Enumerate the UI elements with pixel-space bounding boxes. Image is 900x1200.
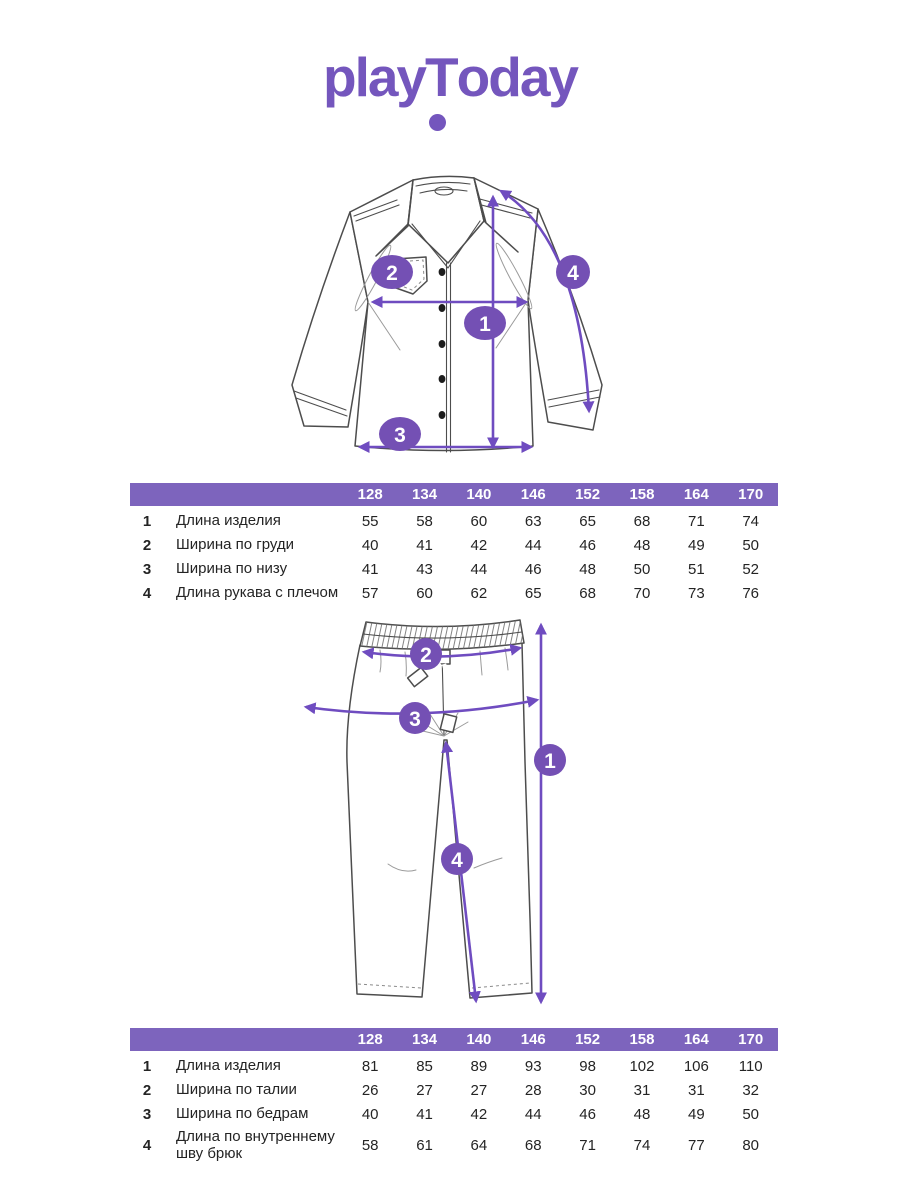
measurement-value: 49 bbox=[687, 536, 705, 554]
measurement-value: 110 bbox=[738, 1057, 763, 1075]
measurement-number: 1 bbox=[142, 512, 152, 530]
measurement-number: 4 bbox=[142, 1136, 152, 1154]
shirt-marker-4-label: 4 bbox=[567, 262, 579, 285]
measurement-value: 60 bbox=[416, 584, 433, 602]
measurement-value: 50 bbox=[742, 536, 760, 554]
measurement-value: 30 bbox=[579, 1081, 596, 1099]
measurement-label: Ширина по груди bbox=[176, 536, 295, 554]
measurement-row bbox=[130, 1102, 778, 1126]
measurement-value: 57 bbox=[361, 584, 379, 602]
size-header-cell: 152 bbox=[575, 1031, 601, 1048]
measurement-value: 40 bbox=[361, 536, 379, 554]
measurement-value: 58 bbox=[416, 512, 433, 530]
measurement-label: Длина изделия bbox=[176, 1057, 281, 1075]
measurement-value: 40 bbox=[361, 1105, 379, 1123]
measurement-value: 76 bbox=[742, 584, 760, 602]
measurement-value: 106 bbox=[683, 1057, 709, 1075]
measurement-value: 52 bbox=[742, 560, 760, 578]
measurement-value: 70 bbox=[633, 584, 651, 602]
measurement-value: 48 bbox=[633, 536, 651, 554]
measurement-value: 63 bbox=[524, 512, 542, 530]
measurement-value: 65 bbox=[524, 584, 542, 602]
measurement-number: 1 bbox=[142, 1057, 152, 1075]
measurement-value: 74 bbox=[633, 1136, 651, 1154]
pants-marker-3-label: 3 bbox=[409, 708, 421, 731]
measurement-value: 41 bbox=[416, 1105, 433, 1123]
measurement-value: 49 bbox=[687, 1105, 705, 1123]
measurement-value: 27 bbox=[470, 1081, 488, 1099]
measurement-value: 58 bbox=[361, 1136, 379, 1154]
measurement-value: 71 bbox=[687, 512, 705, 530]
measurement-value: 48 bbox=[579, 560, 596, 578]
size-header-cell: 134 bbox=[412, 486, 438, 503]
measurement-value: 48 bbox=[633, 1105, 651, 1123]
measurement-value: 50 bbox=[742, 1105, 760, 1123]
shirt-diagram bbox=[280, 160, 630, 480]
measurement-value: 50 bbox=[633, 560, 651, 578]
pants-marker-1-label: 1 bbox=[544, 750, 556, 773]
logo-dot-icon bbox=[429, 114, 446, 131]
measurement-label: Ширина по низу bbox=[176, 560, 288, 578]
measurement-value: 102 bbox=[629, 1057, 655, 1075]
measurement-value: 62 bbox=[470, 584, 488, 602]
logo-text-play: play bbox=[322, 46, 426, 108]
measurement-value: 28 bbox=[524, 1081, 542, 1099]
measurement-value: 41 bbox=[416, 536, 433, 554]
measurement-value: 46 bbox=[579, 1105, 596, 1123]
size-header-cell: 146 bbox=[520, 486, 546, 503]
measurement-value: 64 bbox=[470, 1136, 488, 1154]
measurement-row bbox=[130, 1054, 778, 1078]
measurement-value: 44 bbox=[524, 1105, 542, 1123]
pants-size-table bbox=[130, 1028, 778, 1165]
measurement-value: 71 bbox=[579, 1136, 596, 1154]
measurement-value: 61 bbox=[416, 1136, 433, 1154]
measurement-value: 73 bbox=[687, 584, 705, 602]
size-header-cell: 170 bbox=[738, 1031, 764, 1048]
pants-body bbox=[347, 643, 532, 998]
shirt-size-table bbox=[130, 483, 778, 605]
size-header-row bbox=[130, 1028, 778, 1051]
size-header-cell: 164 bbox=[683, 486, 709, 503]
measurement-row bbox=[130, 557, 778, 581]
measurement-value: 81 bbox=[361, 1057, 379, 1075]
size-header-cell: 152 bbox=[575, 486, 601, 503]
logo-letter-t: T bbox=[425, 50, 457, 105]
measurement-value: 77 bbox=[687, 1136, 705, 1154]
measurement-value: 27 bbox=[416, 1081, 433, 1099]
measurement-value: 65 bbox=[579, 512, 596, 530]
measurement-label: Ширина по бедрам bbox=[176, 1105, 309, 1123]
measurement-number: 3 bbox=[142, 560, 152, 578]
measurement-value: 80 bbox=[742, 1136, 760, 1154]
size-header-cell: 158 bbox=[629, 1031, 655, 1048]
measurement-value: 89 bbox=[470, 1057, 488, 1075]
measurement-value: 68 bbox=[633, 512, 651, 530]
pants-diagram bbox=[300, 612, 600, 1012]
measurement-value: 85 bbox=[416, 1057, 433, 1075]
measurement-value: 26 bbox=[361, 1081, 379, 1099]
shirt-line-art bbox=[280, 160, 630, 480]
size-header-cell: 170 bbox=[738, 486, 764, 503]
measurement-row bbox=[130, 533, 778, 557]
size-header-cell: 128 bbox=[357, 486, 383, 503]
pants-marker-4-label: 4 bbox=[451, 849, 463, 872]
measurement-row bbox=[130, 1078, 778, 1102]
measurement-value: 41 bbox=[361, 560, 379, 578]
measurement-value: 74 bbox=[742, 512, 760, 530]
measurement-value: 31 bbox=[687, 1081, 705, 1099]
size-header-cell: 128 bbox=[357, 1031, 383, 1048]
measurement-value: 32 bbox=[742, 1081, 760, 1099]
measurement-value: 68 bbox=[524, 1136, 542, 1154]
measurement-value: 60 bbox=[470, 512, 488, 530]
measurement-value: 43 bbox=[416, 560, 433, 578]
measurement-value: 42 bbox=[470, 1105, 488, 1123]
measurement-value: 44 bbox=[524, 536, 542, 554]
measurement-number: 3 bbox=[142, 1105, 152, 1123]
measurement-value: 51 bbox=[687, 560, 705, 578]
measurement-number: 4 bbox=[142, 584, 152, 602]
measurement-label: Ширина по талии bbox=[176, 1081, 297, 1099]
measurement-value: 55 bbox=[361, 512, 379, 530]
measurement-value: 68 bbox=[579, 584, 596, 602]
size-header-cell: 134 bbox=[412, 1031, 438, 1048]
size-header-cell: 164 bbox=[683, 1031, 709, 1048]
size-header-row bbox=[130, 483, 778, 506]
measurement-value: 98 bbox=[579, 1057, 596, 1075]
shirt-marker-1-label: 1 bbox=[479, 313, 491, 336]
size-header-cell: 158 bbox=[629, 486, 655, 503]
size-header-cell: 140 bbox=[466, 1031, 492, 1048]
brand-logo bbox=[0, 46, 900, 108]
measurement-row bbox=[130, 509, 778, 533]
measurement-value: 42 bbox=[470, 536, 488, 554]
measurement-value: 46 bbox=[579, 536, 596, 554]
measurement-label: Длина рукава с плечом bbox=[176, 584, 339, 602]
logo-text-oday: oday bbox=[456, 46, 578, 108]
measurement-number: 2 bbox=[142, 536, 152, 554]
measurement-value: 44 bbox=[470, 560, 488, 578]
size-header-cell: 146 bbox=[520, 1031, 546, 1048]
measurement-label: Длина изделия bbox=[176, 512, 281, 530]
measurement-row bbox=[130, 581, 778, 605]
pants-line-art bbox=[300, 612, 600, 1012]
shirt-marker-2-label: 2 bbox=[386, 262, 398, 285]
measurement-value: 31 bbox=[633, 1081, 651, 1099]
measurement-value: 93 bbox=[524, 1057, 542, 1075]
size-header-cell: 140 bbox=[466, 486, 492, 503]
pants-marker-2-label: 2 bbox=[420, 644, 432, 667]
shirt-marker-3-label: 3 bbox=[394, 424, 406, 447]
measurement-row bbox=[130, 1126, 778, 1165]
measurement-label: Длина по внутреннему шву брюк bbox=[176, 1128, 335, 1163]
measurement-number: 2 bbox=[142, 1081, 152, 1099]
measurement-value: 46 bbox=[524, 560, 542, 578]
